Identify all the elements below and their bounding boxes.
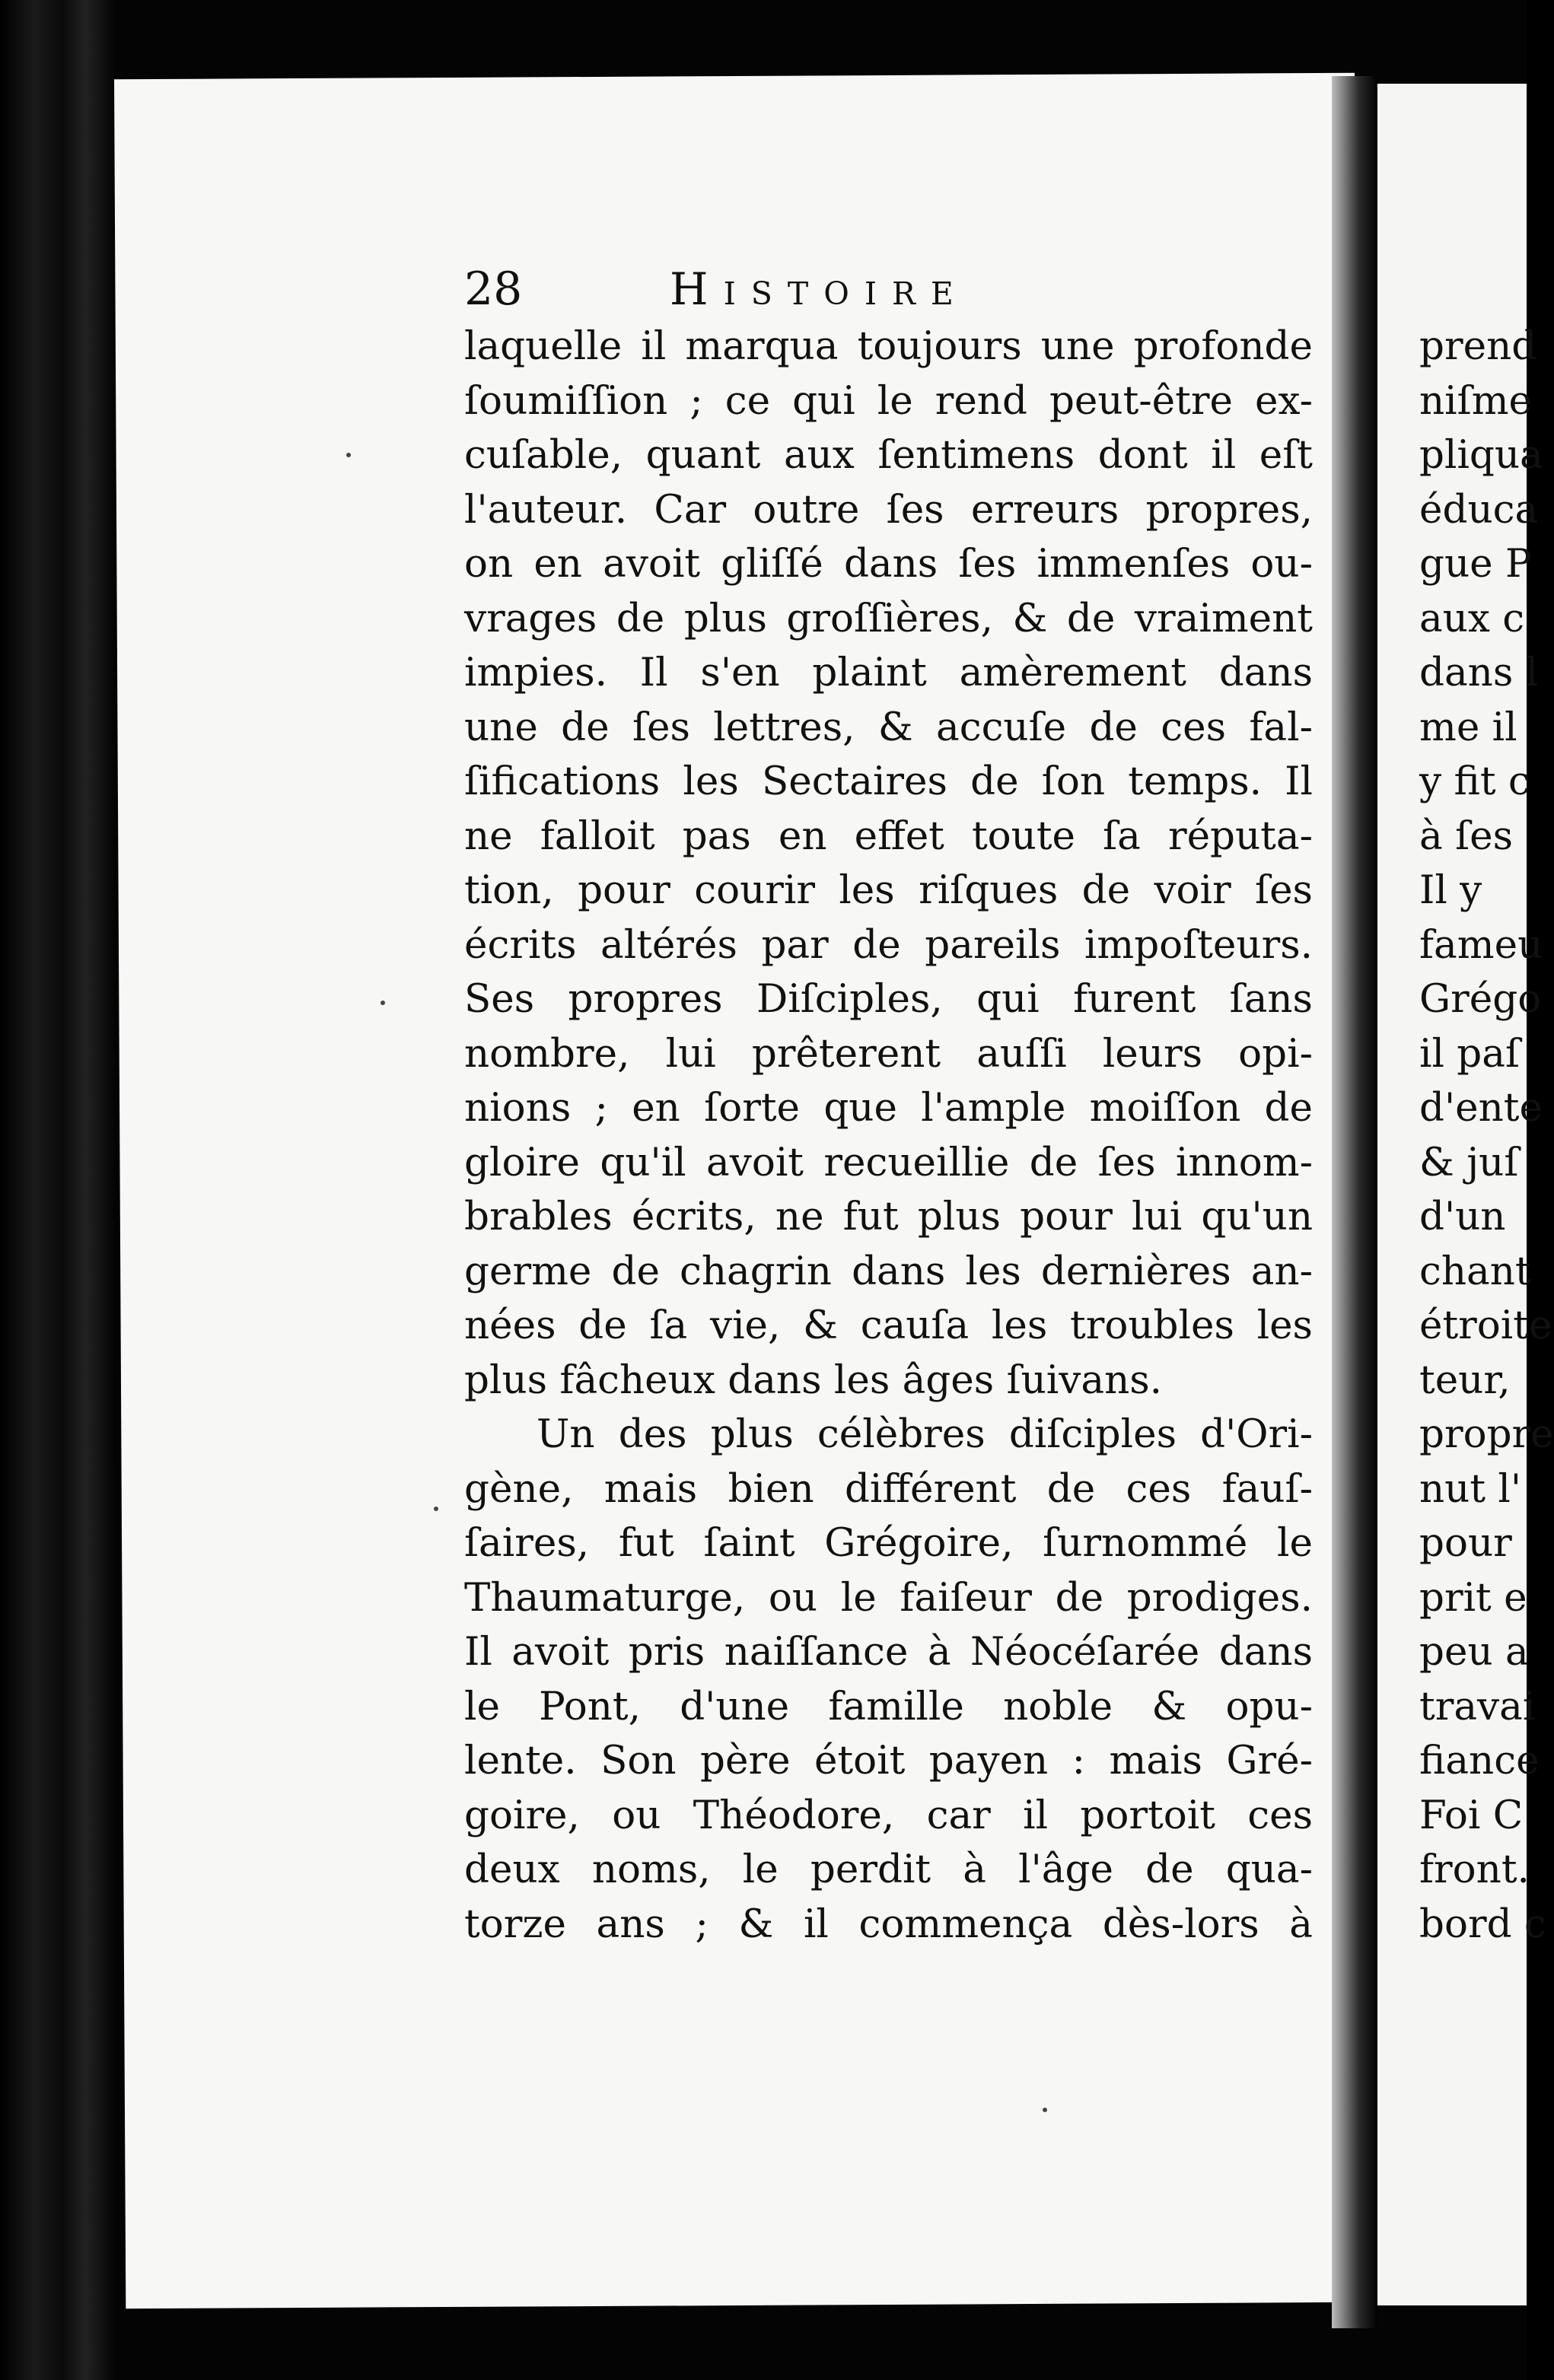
text-line: le Pont, d'une famille noble & opu- (464, 1683, 1313, 1729)
right-page-line: il paſ (1419, 1030, 1521, 1077)
right-page-line: propre (1419, 1411, 1554, 1457)
right-page-line: y fit c (1419, 759, 1530, 804)
text-line: ſifications les Sectaires de ſon temps. Il (464, 759, 1313, 804)
text-line: tion, pour courir les riſques de voir ſes (464, 867, 1313, 913)
text-line: l'auteur. Car outre ſes erreurs propres, (464, 486, 1313, 533)
text-line: écrits altérés par de pareils impoſteurs. (464, 921, 1313, 968)
right-page-line: bord c (1419, 1901, 1546, 1947)
text-line: on en avoit gliſſé dans ſes immenſes ou- (464, 541, 1313, 587)
right-page-line: Il y (1419, 867, 1482, 913)
text-line: Thaumaturge, ou le faiſeur de prodiges. (464, 1574, 1313, 1621)
right-page-line: étroite (1419, 1303, 1552, 1348)
text-line: goire, ou Théodore, car il portoit ces (464, 1792, 1313, 1838)
text-line: ſaires, fut ſaint Grégoire, ſurnommé le (464, 1520, 1313, 1566)
text-line: nombre, lui prêterent auſſi leurs opi- (464, 1030, 1313, 1077)
right-page-line: aux c (1419, 595, 1525, 641)
text-line: laquelle il marqua toujours une profonde (464, 323, 1313, 369)
right-page-line: nut l' (1419, 1465, 1522, 1512)
text-line: lente. Son père étoit payen : mais Gré- (464, 1738, 1313, 1783)
right-page (1377, 84, 1554, 2305)
page-header (464, 259, 1301, 320)
right-page-line: à ſes (1419, 813, 1514, 859)
right-page-line: gue P (1419, 541, 1532, 587)
paper-speck (1043, 2108, 1047, 2112)
right-page-line: fiance (1419, 1738, 1540, 1783)
running-head: Histoire (670, 263, 969, 315)
text-line: brables écrits, ne fut plus pour lui qu'un (464, 1194, 1313, 1239)
text-line: ne falloit pas en effet toute ſa réputa- (464, 813, 1313, 859)
right-page-line: éduca (1419, 486, 1539, 533)
right-page-line: me il (1419, 704, 1517, 750)
right-page-line: travai (1419, 1683, 1536, 1729)
text-line: deux noms, le perdit à l'âge de qua- (464, 1847, 1313, 1892)
text-line: gloire qu'il avoit recueillie de ſes innom- (464, 1139, 1313, 1185)
text-line: plus fâcheux dans les âges ſuivans. (464, 1357, 1163, 1403)
right-page-line: pour (1419, 1520, 1512, 1566)
text-line: Ses propres Diſciples, qui furent ſans (464, 976, 1313, 1022)
text-line: ſoumiſſion ; ce qui le rend peut-être ex- (464, 377, 1313, 424)
text-line: nées de ſa vie, & cauſa les troubles les (464, 1303, 1313, 1348)
paper-speck (381, 1001, 385, 1005)
book-binding (0, 0, 114, 2380)
right-page-line: d'ente (1419, 1085, 1543, 1131)
text-line: nions ; en ſorte que l'ample moiſſon de (464, 1085, 1313, 1131)
page-number: 28 (464, 262, 523, 316)
right-page-line: prit e (1419, 1574, 1527, 1621)
paper-speck (346, 453, 351, 457)
text-line: impies. Il s'en plaint amèrement dans (464, 650, 1313, 695)
page-gutter (1332, 76, 1377, 2328)
right-page-line: teur, (1419, 1357, 1511, 1403)
text-line: une de ſes lettres, & accuſe de ces fal- (464, 704, 1313, 750)
text-line: Un des plus célèbres diſciples d'Ori- (537, 1411, 1313, 1457)
right-page-line: Foi C (1419, 1792, 1524, 1838)
text-line: cuſable, quant aux ſentimens dont il eſt (464, 432, 1313, 478)
right-page-line: & juſ (1419, 1139, 1519, 1185)
text-line: Il avoit pris naiſſance à Néocéſarée dans (464, 1629, 1313, 1675)
text-line: vrages de plus groſſières, & de vraiment (464, 595, 1313, 641)
body-text (464, 320, 1313, 1952)
right-page-line: fameu (1419, 921, 1543, 968)
right-page-text (1419, 320, 1554, 1952)
right-page-line: chant (1419, 1248, 1531, 1294)
right-page-line: dans l (1419, 650, 1539, 695)
right-page-line: peu a (1419, 1629, 1529, 1675)
right-page-line: niſme (1419, 377, 1533, 424)
right-page-line: d'un (1419, 1194, 1506, 1239)
text-line: torze ans ; & il commença dès-lors à (464, 1901, 1313, 1947)
right-page-line: Grégo (1419, 976, 1542, 1022)
right-page-line: prend (1419, 323, 1537, 369)
right-page-line: pliqua (1419, 432, 1543, 478)
paper-speck (434, 1507, 438, 1511)
right-page-line: front. (1419, 1847, 1530, 1892)
text-line: germe de chagrin dans les dernières an- (464, 1248, 1313, 1294)
text-line: gène, mais bien différent de ces fauſ- (464, 1465, 1313, 1512)
